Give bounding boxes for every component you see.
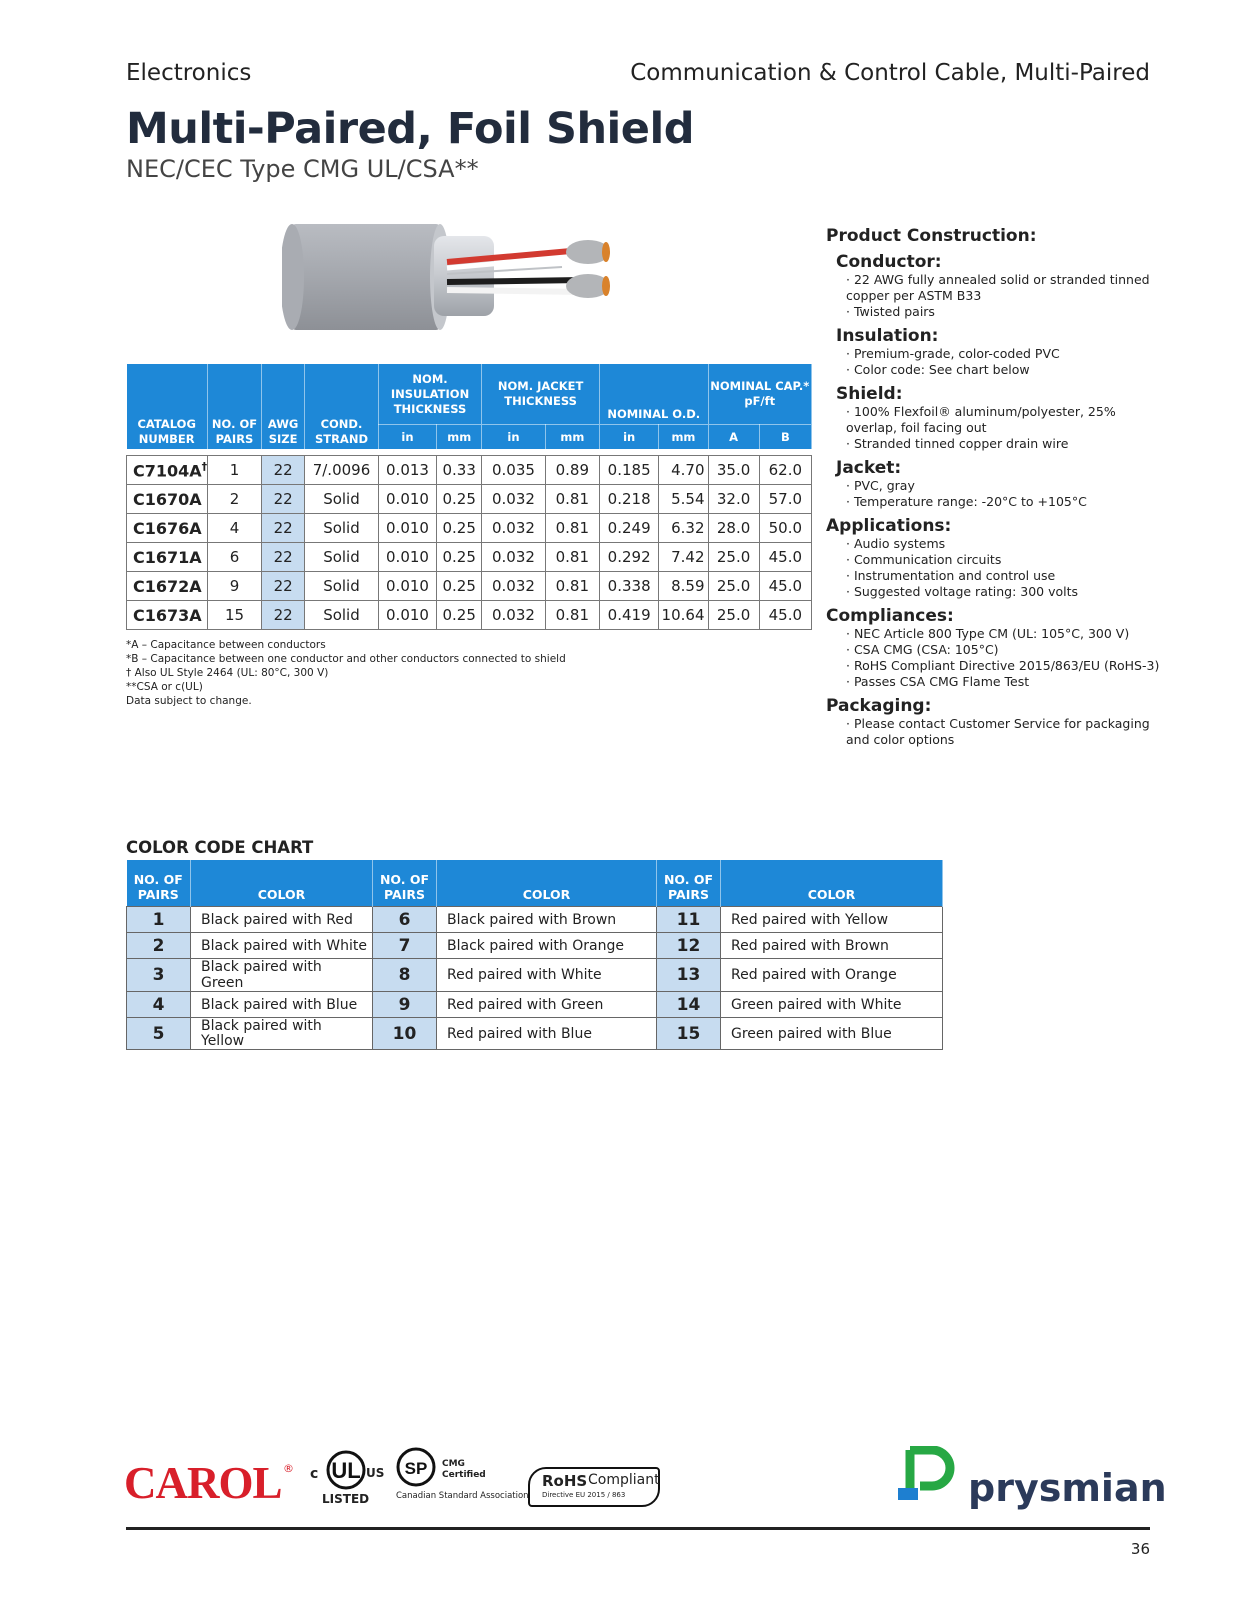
- jk-in-cell: 0.032: [482, 543, 545, 572]
- strand-cell: Solid: [305, 485, 379, 514]
- th-strand: COND. STRAND: [305, 364, 379, 449]
- th-pairs: NO. OF PAIRS: [373, 860, 437, 907]
- pairs-cell: 4: [207, 514, 261, 543]
- dagger-mark: †: [201, 459, 208, 473]
- catalog-number: C1673A: [127, 601, 208, 630]
- awg-cell: 22: [262, 514, 305, 543]
- cap-a-cell: 25.0: [708, 572, 759, 601]
- jacket-heading: Jacket:: [836, 458, 902, 478]
- table-row: [127, 992, 943, 1018]
- pair-number: 3: [127, 959, 191, 992]
- pair-number: 11: [657, 907, 721, 933]
- jk-in-cell: 0.032: [482, 485, 545, 514]
- awg-cell: 22: [262, 572, 305, 601]
- cap-a-cell: 35.0: [708, 456, 759, 485]
- th-unit: mm: [437, 425, 482, 450]
- ul-listed-logo: [310, 1450, 385, 1510]
- od-mm-cell: 5.54: [659, 485, 708, 514]
- note-line: *B – Capacitance between one conductor and other conductors connected to shield: [126, 653, 566, 665]
- th-awg: AWG SIZE: [262, 364, 305, 449]
- ins-in-cell: 0.013: [378, 456, 436, 485]
- pair-color: Black paired with Yellow: [191, 1018, 373, 1050]
- pair-number: 9: [373, 992, 437, 1018]
- csa-name-label: Canadian Standard Association: [396, 1491, 529, 1501]
- pair-color: Black paired with White: [191, 933, 373, 959]
- csa-logo: [396, 1447, 529, 1507]
- th-cap: NOMINAL CAP.* pF/ft: [708, 364, 812, 425]
- catalog-number: C1676A: [127, 514, 208, 543]
- insulation-item: · Color code: See chart below: [846, 362, 1166, 378]
- od-in-cell: 0.185: [599, 456, 658, 485]
- awg-cell: 22: [262, 543, 305, 572]
- compliances-item: · NEC Article 800 Type CM (UL: 105°C, 300 V): [846, 626, 1166, 642]
- th-insulation: NOM. INSULATION THICKNESS: [378, 364, 481, 425]
- th-od: NOMINAL O.D.: [599, 364, 708, 425]
- pair-color: Green paired with Blue: [721, 1018, 943, 1050]
- table-row: [127, 959, 943, 992]
- compliances-item: · RoHS Compliant Directive 2015/863/EU (RoHS-3): [846, 658, 1166, 674]
- applications-heading: Applications:: [826, 516, 952, 536]
- pair-color: Red paired with Green: [437, 992, 657, 1018]
- ins-in-cell: 0.010: [378, 601, 436, 630]
- section-label: Electronics: [126, 60, 252, 86]
- awg-cell: 22: [262, 485, 305, 514]
- packaging-heading: Packaging:: [826, 696, 932, 716]
- table-row: [127, 543, 812, 572]
- conductor-heading: Conductor:: [836, 252, 942, 272]
- applications-item: · Instrumentation and control use: [846, 568, 1166, 584]
- pair-number: 15: [657, 1018, 721, 1050]
- shield-heading: Shield:: [836, 384, 903, 404]
- conductor-item: · Twisted pairs: [846, 304, 1166, 320]
- ul-c-label: c: [310, 1466, 319, 1482]
- ins-mm-cell: 0.25: [437, 601, 482, 630]
- cap-b-cell: 50.0: [759, 514, 811, 543]
- table-row: [127, 485, 812, 514]
- catalog-number: C1672A: [127, 572, 208, 601]
- table-row: [127, 933, 943, 959]
- pair-number: 10: [373, 1018, 437, 1050]
- jk-mm-cell: 0.81: [545, 601, 599, 630]
- jk-in-cell: 0.032: [482, 572, 545, 601]
- csa-cmg-label: CMG: [442, 1459, 465, 1469]
- pair-color: Black paired with Red: [191, 907, 373, 933]
- rohs-badge: [528, 1467, 660, 1507]
- jk-in-cell: 0.035: [482, 456, 545, 485]
- shield-item: · Stranded tinned copper drain wire: [846, 436, 1166, 452]
- conductor-item: · 22 AWG fully annealed solid or stranded tinned copper per ASTM B33: [846, 272, 1166, 304]
- rohs-label: RoHS: [542, 1472, 588, 1490]
- color-chart-title: COLOR CODE CHART: [126, 838, 314, 857]
- od-in-cell: 0.292: [599, 543, 658, 572]
- cap-b-cell: 57.0: [759, 485, 811, 514]
- th-catalog: CATALOG NUMBER: [127, 364, 208, 449]
- pairs-cell: 15: [207, 601, 261, 630]
- pair-color: Black paired with Orange: [437, 933, 657, 959]
- cap-a-cell: 25.0: [708, 543, 759, 572]
- compliances-item: · Passes CSA CMG Flame Test: [846, 674, 1166, 690]
- table-row: [127, 1018, 943, 1050]
- cap-b-cell: 45.0: [759, 572, 811, 601]
- th-unit: mm: [659, 425, 708, 450]
- od-mm-cell: 7.42: [659, 543, 708, 572]
- pair-number: 6: [373, 907, 437, 933]
- ul-listed-label: LISTED: [322, 1492, 370, 1506]
- jk-mm-cell: 0.81: [545, 485, 599, 514]
- pair-color: Red paired with Blue: [437, 1018, 657, 1050]
- pair-number: 12: [657, 933, 721, 959]
- jk-in-cell: 0.032: [482, 601, 545, 630]
- pair-number: 7: [373, 933, 437, 959]
- cap-b-cell: 45.0: [759, 543, 811, 572]
- table-row: [127, 572, 812, 601]
- strand-cell: 7/.0096: [305, 456, 379, 485]
- footer-rule: [126, 1527, 1150, 1530]
- applications-item: · Communication circuits: [846, 552, 1166, 568]
- table-row: [127, 907, 943, 933]
- ul-us-label: US: [366, 1466, 385, 1480]
- ins-mm-cell: 0.25: [437, 572, 482, 601]
- cable-image: [282, 222, 632, 332]
- csa-mark-icon: [396, 1447, 436, 1487]
- cap-b-cell: 62.0: [759, 456, 811, 485]
- pair-number: 14: [657, 992, 721, 1018]
- pairs-cell: 2: [207, 485, 261, 514]
- note-line: **CSA or c(UL): [126, 681, 203, 693]
- rohs-compliant-label: Compliant: [588, 1472, 660, 1488]
- applications-item: · Suggested voltage rating: 300 volts: [846, 584, 1166, 600]
- jacket-item: · Temperature range: -20°C to +105°C: [846, 494, 1166, 510]
- pairs-cell: 6: [207, 543, 261, 572]
- applications-item: · Audio systems: [846, 536, 1166, 552]
- od-in-cell: 0.419: [599, 601, 658, 630]
- th-unit: mm: [545, 425, 599, 450]
- page-title: Multi-Paired, Foil Shield: [126, 104, 694, 154]
- pairs-cell: 9: [207, 572, 261, 601]
- note-line: Data subject to change.: [126, 695, 252, 707]
- pair-color: Red paired with Yellow: [721, 907, 943, 933]
- od-in-cell: 0.338: [599, 572, 658, 601]
- pair-color: Green paired with White: [721, 992, 943, 1018]
- ins-mm-cell: 0.25: [437, 514, 482, 543]
- prysmian-mark-icon: [896, 1446, 956, 1504]
- jk-mm-cell: 0.81: [545, 543, 599, 572]
- catalog-number: C1671A: [127, 543, 208, 572]
- pair-color: Black paired with Brown: [437, 907, 657, 933]
- pair-color: Red paired with Orange: [721, 959, 943, 992]
- cap-a-cell: 25.0: [708, 601, 759, 630]
- pair-color: Red paired with Brown: [721, 933, 943, 959]
- pair-number: 4: [127, 992, 191, 1018]
- cap-a-cell: 28.0: [708, 514, 759, 543]
- spec-table: [126, 364, 812, 630]
- th-color: COLOR: [437, 860, 657, 907]
- awg-cell: 22: [262, 456, 305, 485]
- ins-in-cell: 0.010: [378, 543, 436, 572]
- th-pairs: NO. OF PAIRS: [657, 860, 721, 907]
- product-construction: [826, 226, 1166, 748]
- pair-color: Red paired with White: [437, 959, 657, 992]
- od-in-cell: 0.218: [599, 485, 658, 514]
- page-number: 36: [1130, 1540, 1150, 1558]
- od-mm-cell: 8.59: [659, 572, 708, 601]
- jk-mm-cell: 0.81: [545, 514, 599, 543]
- ins-mm-cell: 0.33: [437, 456, 482, 485]
- ins-in-cell: 0.010: [378, 485, 436, 514]
- th-unit: in: [378, 425, 436, 450]
- note-line: † Also UL Style 2464 (UL: 80°C, 300 V): [126, 667, 329, 679]
- jacket-item: · PVC, gray: [846, 478, 1166, 494]
- ins-mm-cell: 0.25: [437, 543, 482, 572]
- od-in-cell: 0.249: [599, 514, 658, 543]
- th-unit: in: [482, 425, 545, 450]
- table-row: [127, 456, 812, 485]
- th-color: COLOR: [721, 860, 943, 907]
- od-mm-cell: 6.32: [659, 514, 708, 543]
- pair-number: 5: [127, 1018, 191, 1050]
- page-subtitle: NEC/CEC Type CMG UL/CSA**: [126, 155, 479, 183]
- cap-a-cell: 32.0: [708, 485, 759, 514]
- carol-registered-mark: ®: [283, 1462, 294, 1475]
- pair-number: 1: [127, 907, 191, 933]
- csa-certified-label: Certified: [442, 1470, 486, 1480]
- th-unit: in: [599, 425, 658, 450]
- ins-in-cell: 0.010: [378, 572, 436, 601]
- ins-mm-cell: 0.25: [437, 485, 482, 514]
- strand-cell: Solid: [305, 601, 379, 630]
- th-pairs: NO. OF PAIRS: [127, 860, 191, 907]
- catalog-number: C1670A: [127, 485, 208, 514]
- jk-mm-cell: 0.89: [545, 456, 599, 485]
- pair-number: 2: [127, 933, 191, 959]
- cap-b-cell: 45.0: [759, 601, 811, 630]
- strand-cell: Solid: [305, 543, 379, 572]
- prysmian-logo: prysmian: [968, 1466, 1167, 1510]
- construction-title: Product Construction:: [826, 226, 1037, 246]
- insulation-item: · Premium-grade, color-coded PVC: [846, 346, 1166, 362]
- pair-number: 13: [657, 959, 721, 992]
- pair-color: Black paired with Green: [191, 959, 373, 992]
- packaging-item: · Please contact Customer Service for packaging and color options: [846, 716, 1166, 748]
- table-notes: [126, 638, 566, 708]
- table-row: [127, 514, 812, 543]
- pair-number: 8: [373, 959, 437, 992]
- th-jacket: NOM. JACKET THICKNESS: [482, 364, 600, 425]
- svg-text:UL: UL: [331, 1458, 361, 1483]
- note-line: *A – Capacitance between conductors: [126, 639, 326, 651]
- catalog-number: C7104A†: [127, 456, 208, 485]
- compliances-heading: Compliances:: [826, 606, 954, 626]
- strand-cell: Solid: [305, 572, 379, 601]
- th-color: COLOR: [191, 860, 373, 907]
- color-chart-table: [126, 860, 943, 1050]
- carol-logo: CAROL: [124, 1458, 282, 1508]
- od-mm-cell: 4.70: [659, 456, 708, 485]
- ins-in-cell: 0.010: [378, 514, 436, 543]
- svg-text:SP: SP: [404, 1459, 428, 1478]
- od-mm-cell: 10.64: [659, 601, 708, 630]
- compliances-item: · CSA CMG (CSA: 105°C): [846, 642, 1166, 658]
- th-unit: B: [759, 425, 811, 450]
- pairs-cell: 1: [207, 456, 261, 485]
- table-row: [127, 601, 812, 630]
- insulation-heading: Insulation:: [836, 326, 939, 346]
- rohs-directive-label: Directive EU 2015 / 863: [542, 1491, 626, 1499]
- strand-cell: Solid: [305, 514, 379, 543]
- th-unit: A: [708, 425, 759, 450]
- awg-cell: 22: [262, 601, 305, 630]
- jk-mm-cell: 0.81: [545, 572, 599, 601]
- category-label: Communication & Control Cable, Multi-Paired: [630, 60, 1150, 86]
- th-pairs: NO. OF PAIRS: [207, 364, 261, 449]
- pair-color: Black paired with Blue: [191, 992, 373, 1018]
- shield-item: · 100% Flexfoil® aluminum/polyester, 25% overlap, foil facing out: [846, 404, 1166, 436]
- jk-in-cell: 0.032: [482, 514, 545, 543]
